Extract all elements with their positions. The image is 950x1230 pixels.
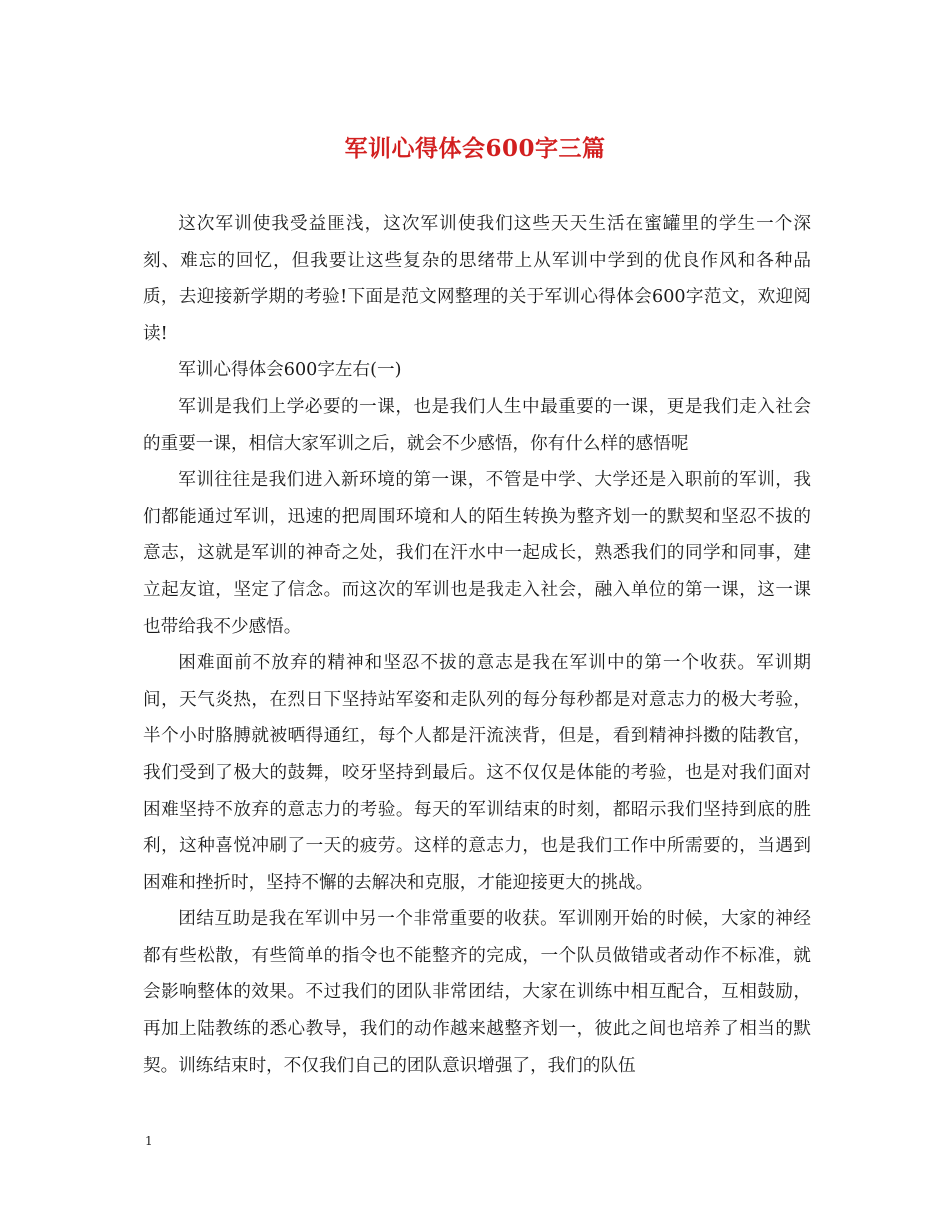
page-number: 1 — [145, 1134, 153, 1148]
paragraph: 军训是我们上学必要的一课，也是我们人生中最重要的一课，更是我们走入社会的重要一课，相信大家军训之后，就会不少感悟，你有什么样的感悟呢 — [143, 396, 811, 454]
paragraph-intro: 这次军训使我受益匪浅，这次军训使我们这些天天生活在蜜罐里的学生一个深刻、难忘的回忆，但我要让这些复杂的思绪带上从军训中学到的优良作风和各种品质，去迎接新学期的考验!下面是范文网整理的关于军训心得体会600字范文，欢迎阅读! — [143, 214, 811, 344]
paragraph: 团结互助是我在军训中另一个非常重要的收获。军训刚开始的时候，大家的神经都有些松散，有些简单的指令也不能整齐的完成，一个队员做错或者动作不标准，就会影响整体的效果。不过我们的团队非常团结，大家在训练中相互配合，互相鼓励，再加上陆教练的悉心教导，我们的动作越来越整齐划一，彼此之间也培养了相当的默契。训练结束时，不仅我们自己的团队意识增强了，我们的队伍 — [143, 909, 811, 1076]
paragraph: 军训往往是我们进入新环境的第一课，不管是中学、大学还是入职前的军训，我们都能通过军训，迅速的把周围环境和人的陌生转换为整齐划一的默契和坚忍不拔的意志，这就是军训的神奇之处，我们在汗水中一起成长，熟悉我们的同学和同事，建立起友谊，坚定了信念。而这次的军训也是我走入社会，融入单位的第一课，这一课也带给我不少感悟。 — [143, 470, 811, 637]
paragraph: 困难面前不放弃的精神和坚忍不拔的意志是我在军训中的第一个收获。军训期间，天气炎热，在烈日下坚持站军姿和走队列的每分每秒都是对意志力的极大考验，半个小时胳膊就被晒得通红，每个人都是汗流浃背，但是，看到精神抖擞的陆教官，我们受到了极大的鼓舞，咬牙坚持到最后。这不仅仅是体能的考验，也是对我们面对困难坚持不放弃的意志力的考验。每天的军训结束的时刻，都昭示我们坚持到底的胜利，这种喜悦冲刷了一天的疲劳。这样的意志力，也是我们工作中所需要的，当遇到困难和挫折时，坚持不懈的去解决和克服，才能迎接更大的挑战。 — [143, 653, 811, 893]
document-body — [143, 206, 811, 1084]
section-heading: 军训心得体会600字左右(一) — [178, 360, 402, 381]
document-title: 军训心得体会600字三篇 — [344, 135, 606, 162]
